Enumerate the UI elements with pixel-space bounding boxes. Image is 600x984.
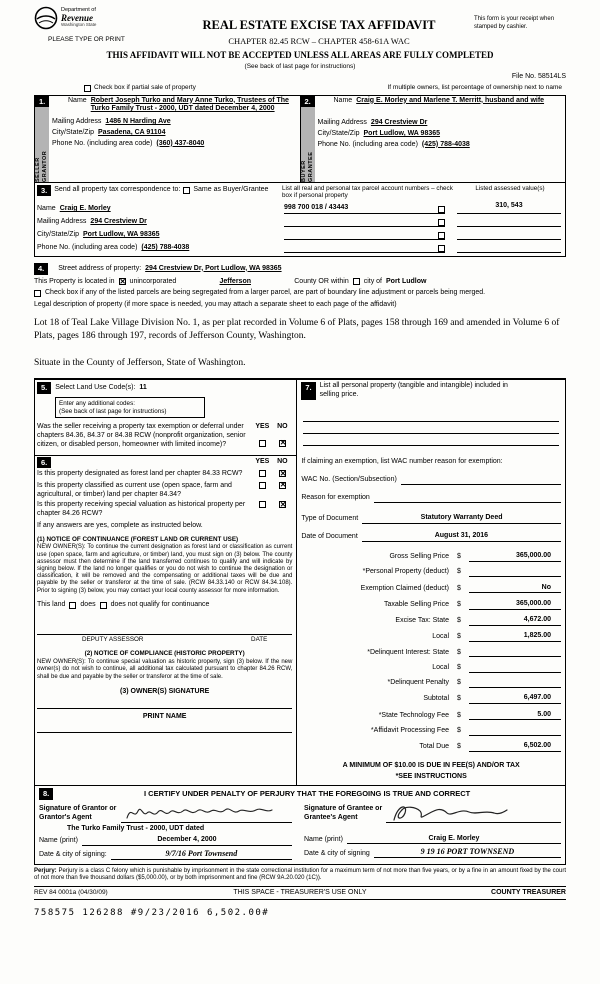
notice2-title: (2) NOTICE OF COMPLIANCE (HISTORIC PROPERTY) (84, 650, 245, 658)
state-technology-fee-value[interactable]: 5.00 (469, 711, 561, 721)
document-type-value[interactable]: Statutory Warranty Deed (362, 514, 561, 524)
section-2-number: 2. (301, 96, 315, 107)
assessed-value-4[interactable] (457, 241, 561, 253)
delinquent-interest-state-value[interactable] (469, 656, 561, 657)
additional-codes-label: Enter any additional codes: (59, 399, 135, 407)
s6-yes-header: YES (255, 458, 270, 465)
see-back-note: (See back of last page for instructions) (244, 62, 356, 70)
seller-side-label-1: SELLER (35, 156, 42, 182)
dollar-sign: $ (457, 695, 461, 703)
tax-correspondence-section (34, 183, 566, 258)
section-3-number: 3. (37, 185, 51, 196)
grantee-name-print-label: Name (print) (304, 835, 343, 843)
county-or-label: County OR within (294, 277, 349, 285)
personal-property-checkbox-1[interactable] (438, 206, 445, 213)
land-use-label: Select Land Use Code(s): (55, 383, 136, 391)
corr-phone-value[interactable]: (425) 788-4038 (141, 244, 190, 252)
logo-dept: Department of (61, 7, 96, 14)
perjury-paragraph (34, 868, 566, 882)
money-row (301, 742, 561, 752)
corr-phone-label: Phone No. (including area code) (37, 244, 138, 252)
logo-name: Revenue (61, 12, 93, 23)
affidavit-processing-fee-value[interactable] (469, 735, 561, 736)
if-yes-note: If any answers are yes, complete as instructed below. (37, 521, 203, 529)
money-row (301, 584, 561, 594)
q2-no-checkbox[interactable] (279, 482, 286, 489)
historic-question: Is this property receiving special valuation as historical property per chapter 84.26 RCW? (37, 501, 246, 518)
corr-name-value[interactable]: Craig E. Morley (59, 205, 111, 213)
delinquent-interest-local-value[interactable] (469, 672, 561, 673)
grantor-signature-icon (125, 802, 275, 826)
assessed-values-header: Listed assessed value(s) (475, 184, 545, 192)
parcel-numbers-header: List all real and personal tax parcel account numbers – check box if personal property (282, 184, 453, 200)
dollar-sign: $ (457, 648, 461, 656)
same-as-buyer-checkbox[interactable] (183, 187, 190, 194)
money-table (301, 546, 561, 752)
state-technology-fee-label: *State Technology Fee (378, 711, 449, 719)
grantor-trust-line: The Turko Family Trust - 2000, UDT dated (67, 824, 205, 832)
dollar-sign: $ (457, 726, 461, 734)
personal-property-line-3[interactable] (303, 434, 559, 446)
perjury-text: Perjury is a class C felony which is punishable by imprisonment in the state correctional institution for a maximum term of not more than five years, or by a fine in an amount fixed by the court of not more than five thousand dollars ($5,000.00), or by both imprisonment and fine (RCW 9A.20.020 (1C)). (34, 868, 566, 882)
document-date-value[interactable]: August 31, 2016 (362, 532, 561, 542)
print-name-line[interactable] (37, 721, 292, 733)
section-6-number: 6. (37, 457, 51, 468)
segregated-checkbox[interactable] (34, 290, 41, 297)
forest-land-question-row (37, 470, 292, 480)
codes-see-back-note: (See back of last page for instructions) (59, 407, 167, 415)
seller-section (35, 96, 300, 182)
seller-csz-value[interactable]: Pasadena, CA 91104 (98, 128, 166, 136)
land-use-code-value[interactable]: 11 (139, 383, 147, 391)
same-as-buyer-label: Same as Buyer/Grantee (193, 185, 269, 193)
wac-number-value[interactable] (401, 475, 561, 485)
dollar-sign: $ (457, 633, 461, 641)
street-address-value[interactable]: 294 Crestview Dr, Port Ludlow, WA 98365 (145, 264, 282, 272)
header-center (164, 6, 474, 46)
seller-name-label: Name (68, 96, 87, 104)
partial-sale-group (84, 84, 196, 92)
document-type-label: Type of Document (301, 514, 359, 522)
partial-sale-row (34, 84, 566, 92)
county-treasurer-label: COUNTY TREASURER (491, 888, 566, 896)
parcel-numbers-column (278, 201, 451, 253)
buyer-section (300, 96, 566, 182)
dollar-sign: $ (457, 679, 461, 687)
excise-state-label: Excise Tax: State (395, 617, 449, 625)
grantee-signature-icon (390, 802, 510, 826)
notice1-text: NEW OWNER(S): To continue the current designation as forest land or classification as current use (open space, farm and agriculture, or timber) land, you must sign on (3) below. The county assessor must then determine if the land transferred continues to qualify and will indicate by signing below. If the land no longer qualifies or you do not wish to continue the designation or classification, it will be removed and the compensating or additional taxes will be due and payable by the seller or transferor at the time of sale. (RCW 84.33.140 or RCW 84.34.108). Prior to signing (3) below, you may contact your local county assessor for more information. (37, 544, 293, 594)
gross-selling-price-label: Gross Selling Price (389, 553, 449, 561)
buyer-side-label-1: BUYER (300, 159, 307, 182)
please-type-note: PLEASE TYPE OR PRINT (48, 36, 125, 43)
city-checkbox[interactable] (353, 278, 360, 285)
seller-mailing-label: Mailing Address (52, 118, 102, 125)
grantor-signature-field[interactable] (121, 803, 292, 823)
buyer-csz-value[interactable]: Port Ludlow, WA 98365 (363, 130, 441, 137)
buyer-name-value[interactable]: Craig E. Morley and Marlene T. Merritt, husband and wife (356, 96, 545, 104)
seller-phone-value[interactable]: (360) 437-8040 (156, 139, 205, 147)
notice1-title: (1) NOTICE OF CONTINUANCE (FOREST LAND OR CURRENT USE) (37, 535, 239, 543)
multiple-owners-note: If multiple owners, list percentage of ownership next to name (387, 84, 562, 92)
exemption-wac-note: If claiming an exemption, list WAC number reason for exemption: (301, 457, 503, 465)
personal-property-checkbox-2[interactable] (438, 219, 445, 226)
money-row (301, 679, 561, 688)
dollar-sign: $ (457, 617, 461, 625)
header-left (34, 6, 164, 44)
personal-property-deduct-value[interactable] (469, 576, 561, 577)
money-row (301, 711, 561, 721)
subtotal-label: Subtotal (423, 695, 449, 703)
money-row (301, 727, 561, 736)
buyer-mailing-value[interactable]: 294 Crestview Dr (370, 119, 428, 127)
see-instructions-note: *SEE INSTRUCTIONS (395, 772, 467, 780)
file-number: File No. 58514LS (511, 72, 566, 80)
receipt-note: This form is your receipt when stamped by cashier. (474, 16, 555, 30)
certify-statement: I CERTIFY UNDER PENALTY OF PERJURY THAT THE FOREGOING IS TRUE AND CORRECT (143, 789, 471, 799)
segregated-label: Check box if any of the listed parcels are being segregated from a larger parcel, are part of boundary line adjustment or parcels being merged. (45, 289, 486, 297)
delinquent-interest-local-label: Local (432, 663, 449, 671)
exemption-claimed-label: Exemption Claimed (deduct) (360, 584, 449, 592)
this-land-label: This land (37, 600, 66, 608)
grantee-date-value[interactable]: 9 19 16 PORT TOWNSEND (374, 847, 561, 858)
dollar-sign: $ (457, 663, 461, 671)
buyer-phone-label: Phone No. (including area code) (317, 140, 418, 148)
forest-land-section (35, 455, 296, 734)
does-not-label: does not qualify for continuance (110, 600, 210, 608)
q1-no-checkbox[interactable] (279, 470, 286, 477)
corr-csz-label: City/State/Zip (37, 231, 80, 239)
form-title: REAL ESTATE EXCISE TAX AFFIDAVIT (202, 18, 436, 32)
grantor-date-label: Date & city of signing: (39, 851, 107, 859)
seller-mailing-value[interactable]: 1486 N Harding Ave (105, 118, 171, 125)
cashier-receipt-stamp: 758575 126288 #9/23/2016 6,502.00# (34, 908, 270, 919)
buyer-side-strip (301, 107, 315, 182)
deputy-assessor-signature-line[interactable] (37, 623, 292, 635)
exemption-no-checkbox[interactable] (279, 440, 286, 447)
corr-mailing-label: Mailing Address (37, 218, 87, 226)
seller-csz-label: City/State/Zip (52, 128, 95, 136)
reason-exemption-value[interactable] (374, 493, 561, 503)
total-due-label: Total Due (419, 743, 449, 751)
taxable-selling-price-label: Taxable Selling Price (384, 600, 449, 608)
unincorporated-label: unincorporated (129, 277, 177, 285)
deputy-assessor-label: DEPUTY ASSESSOR (82, 636, 144, 644)
excise-local-value[interactable]: 1,825.00 (469, 632, 561, 642)
gross-selling-price-value[interactable]: 365,000.00 (469, 552, 561, 562)
excise-state-value[interactable]: 4,672.00 (469, 616, 561, 626)
revenue-logo-icon (34, 6, 58, 30)
delinquent-penalty-value[interactable] (469, 687, 561, 688)
dollar-sign: $ (457, 711, 461, 719)
left-column (35, 380, 297, 785)
exemption-yes-checkbox[interactable] (259, 440, 266, 447)
forest-land-question: Is this property designated as forest land per chapter 84.33 RCW? (37, 470, 243, 478)
money-row (301, 694, 561, 704)
middle-columns (34, 378, 566, 786)
grantee-signature-field[interactable] (386, 803, 561, 823)
land-does-not-checkbox[interactable] (100, 602, 107, 609)
money-row (301, 664, 561, 673)
dollar-sign: $ (457, 568, 461, 576)
does-label: does (80, 600, 96, 608)
excise-local-label: Local (432, 633, 449, 641)
logo-text (61, 8, 96, 28)
legal-description-label: Legal description of property (if more space is needed, you may attach a separate sheet to each page of the affidavit) (34, 301, 397, 309)
personal-property-deduct-label: *Personal Property (deduct) (362, 568, 449, 576)
personal-property-checkbox-3[interactable] (438, 232, 445, 239)
grantee-signature-block (300, 803, 561, 861)
section-8-number: 8. (39, 788, 53, 799)
owners-signature-line[interactable] (37, 697, 292, 709)
header (34, 6, 566, 46)
q3-no-checkbox[interactable] (279, 501, 286, 508)
correspondence-fields (37, 201, 278, 253)
current-use-question-row (37, 482, 292, 500)
grantee-name-print-value[interactable]: Craig E. Morley (347, 835, 561, 845)
money-row (301, 616, 561, 626)
corr-name-label: Name (37, 205, 56, 213)
parcel-number-1[interactable]: 998 700 018 / 43443 (284, 204, 349, 212)
buyer-name-label: Name (333, 96, 353, 104)
buyer-phone-value[interactable]: (425) 788-4038 (421, 140, 470, 148)
city-value[interactable]: Port Ludlow (386, 277, 427, 285)
additional-codes-box[interactable] (55, 397, 205, 419)
situate-text: Situate in the County of Jefferson, State of Washington. (34, 358, 246, 369)
seller-name-value[interactable]: Robert Joseph Turko and Mary Anne Turko, Trustees of The Turko Family Trust - 2000, UDT dated December 4, 2000 (90, 96, 289, 113)
section-1-number: 1. (35, 96, 49, 107)
certification-section (34, 786, 566, 865)
grantor-signature-label: Signature of Grantor or Grantor's Agent (39, 805, 117, 821)
perjury-label: Perjury: (34, 868, 57, 875)
legal-description-text: Lot 18 of Teal Lake Village Division No. 1, as per plat recorded in Volume 6 of Plats, pages 158 through 169 and amended in Volume 6 of Plats, pages 186 through 197, records of Jefferson County, Washington. (34, 317, 560, 341)
partial-sale-label: Check box if partial sale of property (94, 84, 196, 92)
footer-strip (34, 886, 566, 901)
wac-number-label: WAC No. (Section/Subsection) (301, 475, 397, 483)
dollar-sign: $ (457, 600, 461, 608)
delinquent-interest-state-label: *Delinquent Interest: State (367, 648, 449, 656)
county-value[interactable]: Jefferson (219, 277, 251, 285)
rev-number: REV 84 0001a (04/30/09) (34, 888, 108, 896)
exemption-question-text: Was the seller receiving a property tax exemption or deferral under chapters 84.36, 84.37 or 84.38 RCW (nonprofit organization, senior citizen, or disabled person, homeowner with limited income)? (37, 423, 246, 448)
assessed-values-column (451, 201, 561, 253)
corr-csz-value[interactable]: Port Ludlow, WA 98365 (83, 231, 160, 239)
delinquent-penalty-label: *Delinquent Penalty (387, 679, 449, 687)
money-row (301, 568, 561, 577)
form-warning: THIS AFFIDAVIT WILL NOT BE ACCEPTED UNLESS ALL AREAS ARE FULLY COMPLETED (106, 50, 494, 61)
send-correspondence-label: Send all property tax correspondence to: (54, 185, 181, 193)
send-correspondence-group (37, 185, 278, 196)
money-row (301, 649, 561, 658)
money-row (301, 632, 561, 642)
taxable-selling-price-value[interactable]: 365,000.00 (469, 600, 561, 610)
no-header: NO (277, 423, 288, 431)
grantor-date-value[interactable]: 9/7/16 Port Townsend (111, 849, 292, 860)
q1-yes-checkbox[interactable] (259, 470, 266, 477)
section-4-number: 4. (34, 263, 48, 274)
assessed-value-2[interactable] (457, 215, 561, 227)
exemption-claimed-value[interactable]: No (469, 584, 561, 594)
city-of-label: city of (363, 277, 383, 285)
located-in-label: This Property is located in (34, 277, 115, 285)
dollar-sign: $ (457, 743, 461, 751)
grantee-signature-label: Signature of Grantee or Grantee's Agent (304, 805, 383, 821)
buyer-mailing-label: Mailing Address (317, 119, 367, 127)
revenue-logo (34, 6, 164, 30)
street-address-label: Street address of property: (58, 264, 142, 272)
grantor-signature-block (39, 803, 300, 861)
personal-property-label: List all personal property (tangible and intangible) included in selling price. (319, 382, 508, 399)
dollar-sign: $ (457, 584, 461, 592)
logo-state: Washington State (61, 22, 97, 28)
money-row (301, 552, 561, 562)
excise-tax-section (297, 380, 565, 785)
grantee-date-label: Date & city of signing (304, 849, 370, 857)
treasurer-space-label: THIS SPACE - TREASURER'S USE ONLY (233, 888, 367, 896)
reason-exemption-label: Reason for exemption (301, 493, 370, 501)
assessed-value-3[interactable] (457, 228, 561, 240)
s6-no-header: NO (277, 458, 288, 465)
buyer-csz-label: City/State/Zip (317, 130, 360, 137)
notice2-text: NEW OWNER(S): To continue special valuation as historic property, sign (3) below. If the new owner(s) do not wish to continue, all additional tax calculated pursuant to chapter 84.26 RCW, shall be due and payable by the seller or transferor at the time of sale. (37, 659, 293, 680)
buyer-side-label-2: GRANTEE (307, 151, 314, 182)
dollar-sign: $ (457, 553, 461, 561)
grantor-name-print-label: Name (print) (39, 837, 78, 845)
parties-section (34, 95, 566, 183)
land-use-section (37, 382, 292, 449)
q2-yes-checkbox[interactable] (259, 482, 266, 489)
subtotal-value[interactable]: 6,497.00 (469, 694, 561, 704)
personal-property-line-2[interactable] (303, 422, 559, 434)
grantor-name-print-value[interactable]: December 4, 2000 (82, 836, 292, 846)
owners-signature-label: (3) OWNER(S) SIGNATURE (120, 687, 210, 695)
section-5-number: 5. (37, 382, 51, 393)
unincorporated-checkbox[interactable] (119, 278, 126, 285)
form-chapter: CHAPTER 82.45 RCW – CHAPTER 458-61A WAC (228, 35, 410, 46)
affidavit-processing-fee-label: *Affidavit Processing Fee (370, 726, 449, 734)
historic-question-row (37, 501, 292, 519)
partial-sale-checkbox[interactable] (84, 85, 91, 92)
property-location-section (34, 257, 566, 370)
corr-mailing-value[interactable]: 294 Crestview Dr (90, 218, 147, 226)
document-date-label: Date of Document (301, 532, 358, 540)
seller-side-strip (35, 107, 49, 182)
continuance-row (37, 601, 292, 610)
money-row (301, 600, 561, 610)
minimum-fee-note: A MINIMUM OF $10.00 IS DUE IN FEE(S) AND/OR TAX (342, 761, 520, 769)
seller-side-label-2: GRANTOR (42, 150, 48, 182)
section-7-number: 7. (301, 382, 315, 400)
personal-property-line-1[interactable] (303, 410, 559, 422)
print-name-label: PRINT NAME (142, 712, 187, 720)
seller-phone-label: Phone No. (including area code) (52, 139, 153, 147)
assessed-value-1[interactable]: 310, 543 (457, 202, 561, 214)
deputy-date-label: DATE (251, 636, 268, 644)
q3-yes-checkbox[interactable] (259, 501, 266, 508)
current-use-question: Is this property classified as current use (open space, farm and agricultural, or timber) land per chapter 84.34? (37, 481, 232, 498)
exemption-question-row (37, 423, 292, 449)
yes-header: YES (255, 423, 270, 431)
personal-property-checkbox-4[interactable] (438, 245, 445, 252)
total-due-value[interactable]: 6,502.00 (469, 742, 561, 752)
land-does-checkbox[interactable] (69, 602, 76, 609)
